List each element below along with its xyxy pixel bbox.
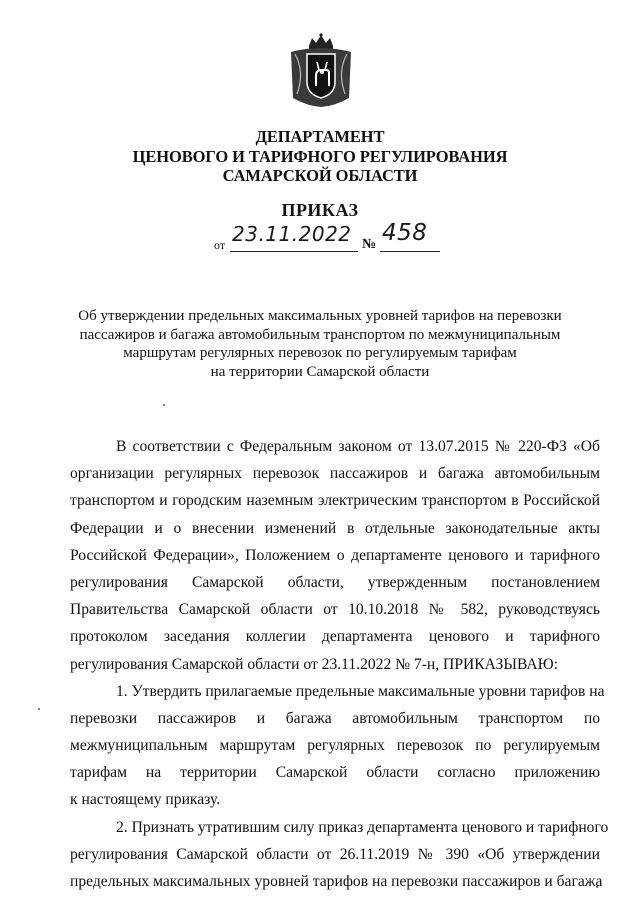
scan-speck — [38, 708, 40, 710]
body-line: организации регулярных перевозок пассажиров и багажа автомобильным — [70, 465, 600, 483]
body-line: В соответствии с Федеральным законом от 13.07.2015 № 220-ФЗ «Об — [116, 438, 600, 455]
subject-line: пассажиров и багажа автомобильным транспортом по межмуниципальным — [79, 326, 561, 343]
date-prefix: от — [214, 238, 226, 252]
scan-speck — [163, 404, 165, 406]
order-body — [70, 433, 609, 895]
department-name-line-3: САМАРСКОЙ ОБЛАСТИ — [222, 166, 418, 185]
body-line: Федерации и о внесении изменений в отдельные законодательные акты — [70, 519, 600, 537]
body-line: 1. Утвердить прилагаемые предельные максимальные уровни тарифов на — [116, 682, 605, 700]
body-line: предельных максимальных уровней тарифов на перевозки пассажиров и багажа — [70, 873, 603, 890]
body-line: Российской Федерации», Положением о департаменте ценового и тарифного — [70, 546, 600, 564]
body-line: 2. Признать утратившим силу приказ департамента ценового и тарифного — [116, 818, 609, 836]
subject-line: Об утверждении предельных максимальных уровней тарифов на перевозки — [78, 308, 562, 324]
order-date: 23.11.2022 — [232, 222, 352, 246]
body-line: протоколом заседания коллегии департамента ценового и тарифного — [70, 628, 600, 646]
body-line: транспортом и городским наземным электрическим транспортом в Российской — [70, 492, 600, 510]
order-subject — [70, 307, 570, 381]
body-line: к настоящему приказу. — [70, 791, 221, 809]
number-underline — [380, 251, 440, 252]
order-date-number — [210, 222, 450, 262]
subject-line: на территории Самарской области — [210, 363, 430, 380]
department-name-line-1: ДЕПАРТАМЕНТ — [255, 127, 385, 146]
order-number: 458 — [382, 220, 428, 246]
date-underline — [230, 251, 358, 252]
body-line: регулирования Самарской области от 26.11.2019 № 390 «Об утверждении — [70, 845, 600, 863]
body-line: перевозки пассажиров и багажа автомобильным транспортом по — [70, 709, 600, 727]
subject-line: маршрутам регулярных перевозок по регулируемым тарифам — [123, 345, 517, 361]
order-title: ПРИКАЗ — [281, 200, 359, 220]
body-line: регулирования Самарской области от 23.11.2022 № 7-н, ПРИКАЗЫВАЮ: — [70, 655, 558, 673]
body-line: регулирования Самарской области, утвержденным постановлением — [70, 573, 600, 591]
body-line: Правительства Самарской области от 10.10.2018 № 582, руководствуясь — [70, 601, 600, 619]
body-line: тарифам на территории Самарской области согласно приложению — [70, 764, 600, 782]
body-line: межмуниципальным маршрутам регулярных перевозок по регулируемым — [70, 737, 600, 755]
coat-of-arms-icon — [285, 32, 357, 108]
number-prefix: № — [362, 237, 377, 252]
department-name-line-2: ЦЕНОВОГО И ТАРИФНОГО РЕГУЛИРОВАНИЯ — [132, 147, 508, 166]
